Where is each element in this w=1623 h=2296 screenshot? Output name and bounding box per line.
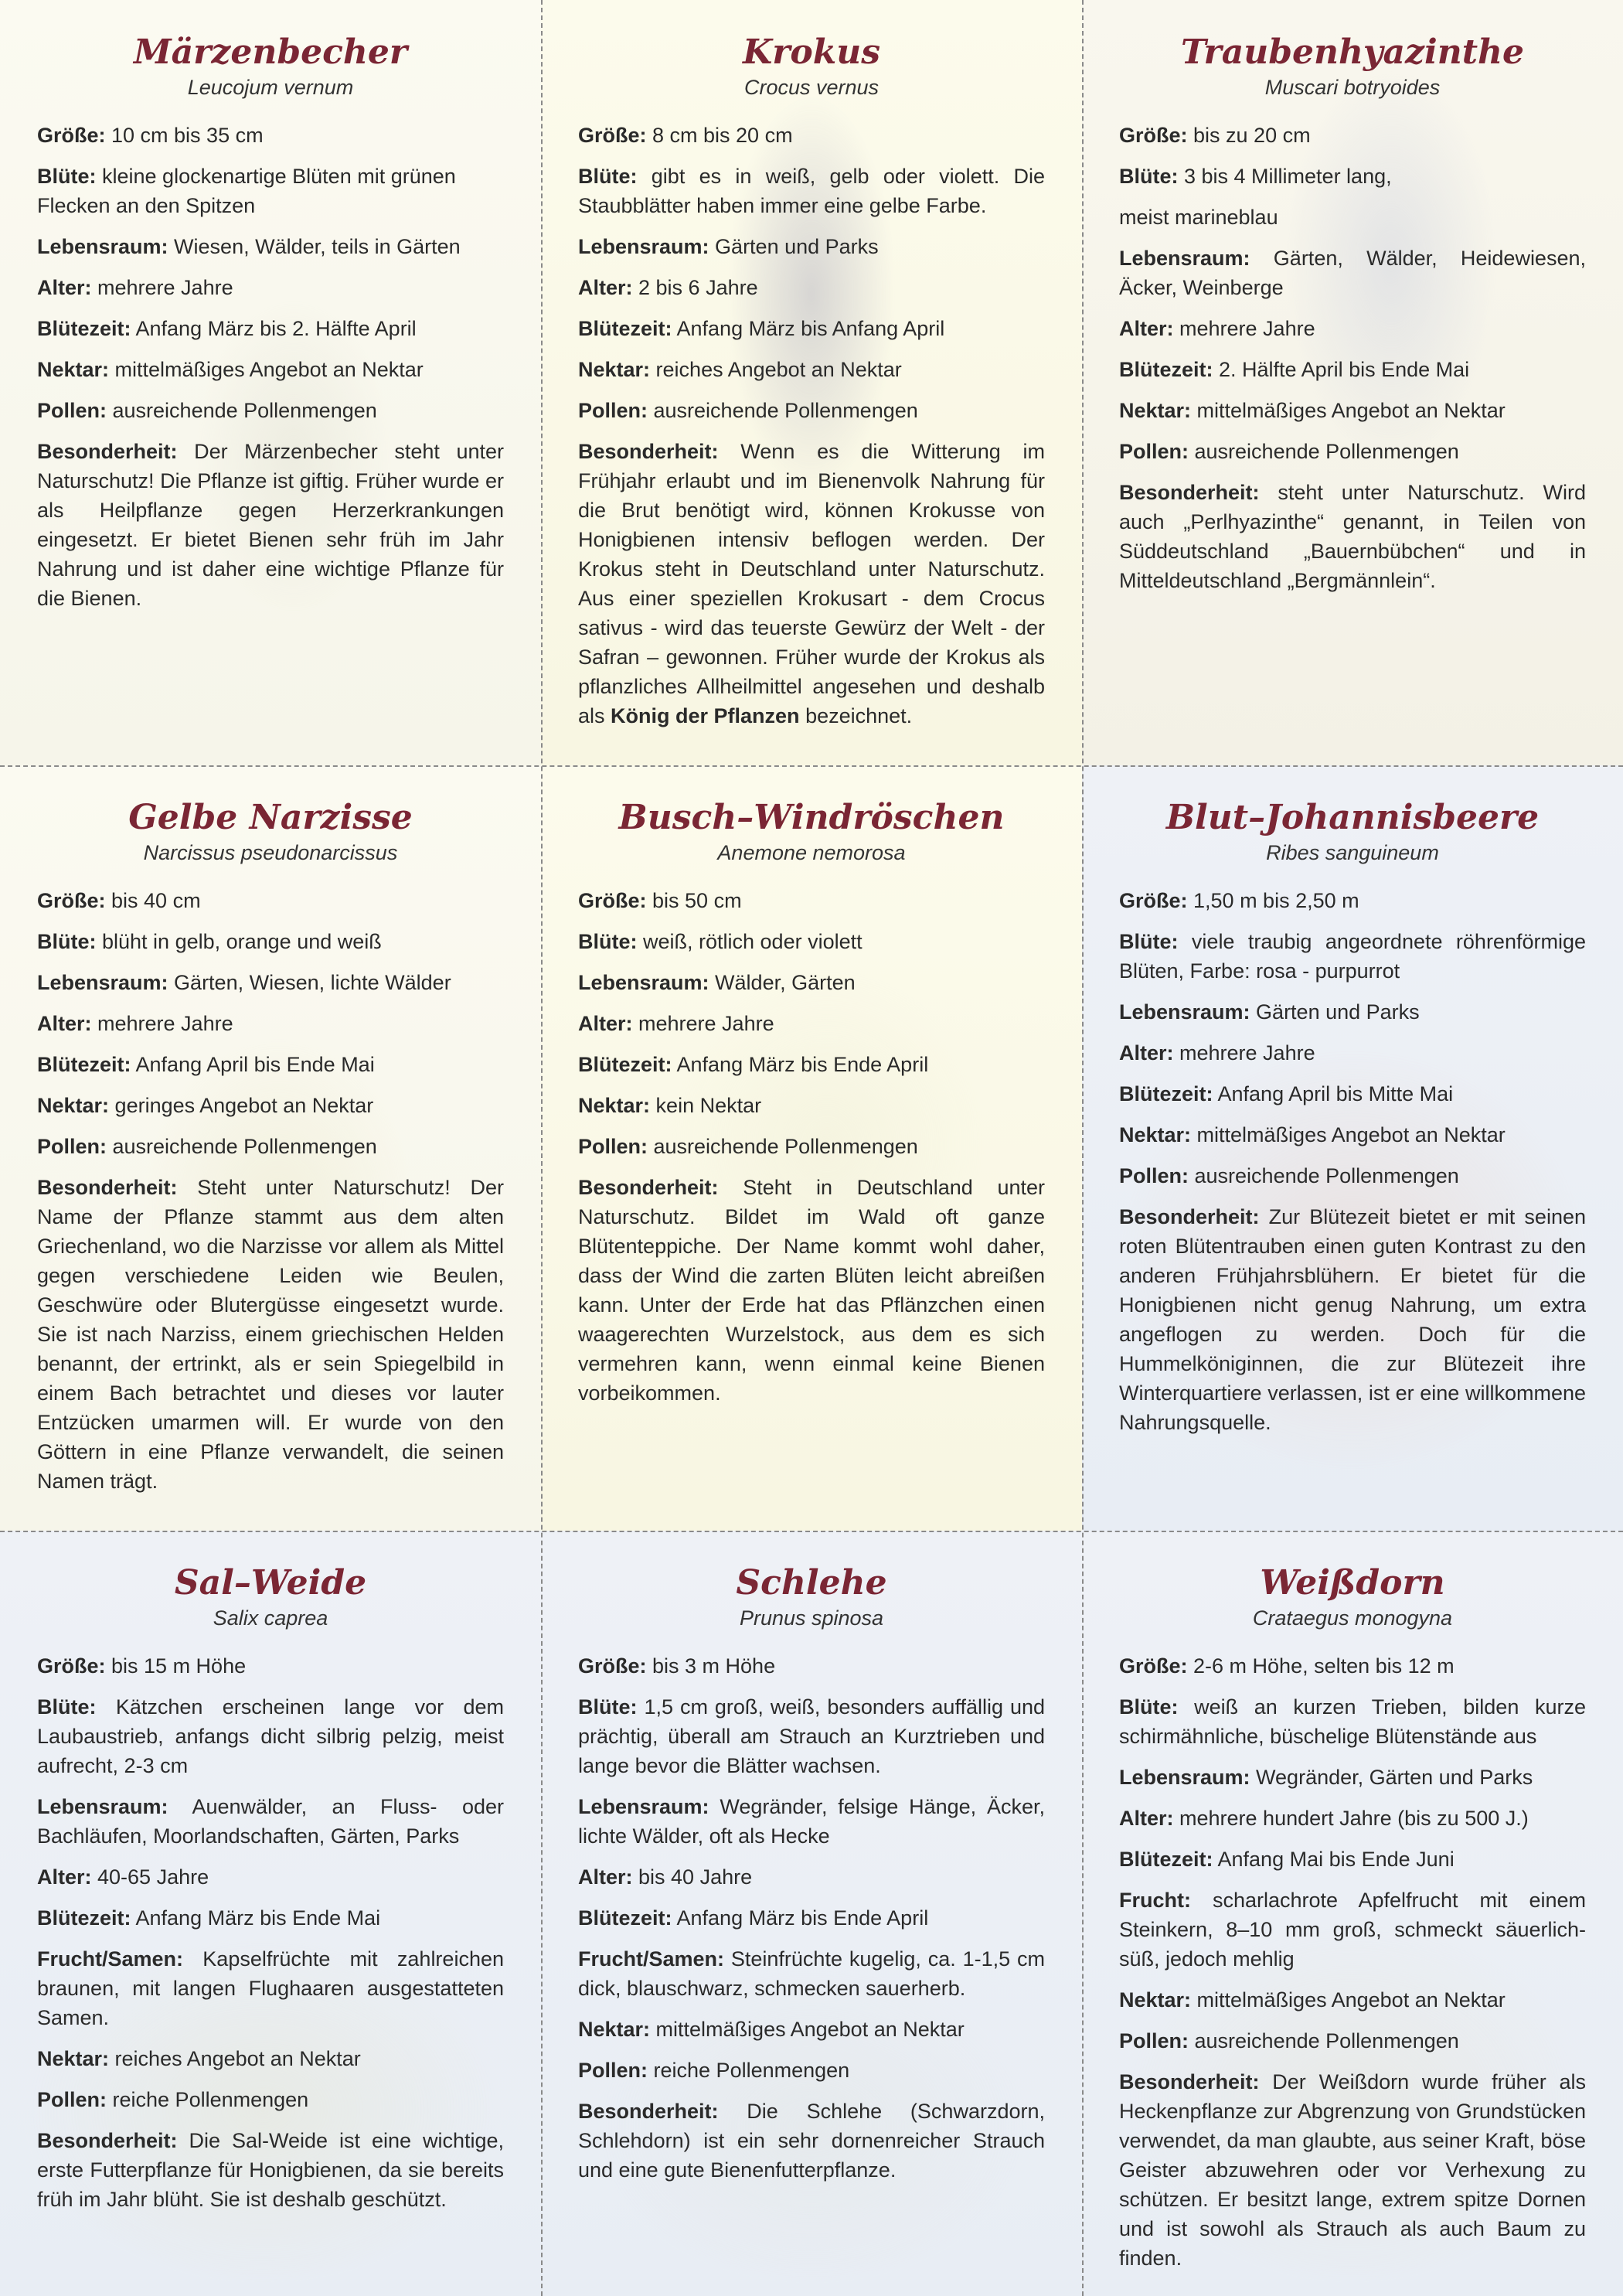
field-lebensraum: Lebensraum: Wälder, Gärten (578, 971, 856, 994)
cut-line-vertical (541, 0, 543, 2296)
field-besonderheit: Besonderheit: Die Schlehe (Schwarzdorn, Schlehdorn) ist ein sehr dornenreicher Strauch und eine gute Bienenfutterpflanze. (578, 2100, 1045, 2182)
card-gelbe-narzisse (0, 765, 541, 1531)
field-groesse: Größe: 2-6 m Höhe, selten bis 12 m (1119, 1654, 1455, 1678)
cut-line-vertical (1082, 0, 1084, 2296)
field-frucht: Frucht: scharlachrote Apfelfrucht mit einem Steinkern, 8–10 mm groß, schmeckt säuerlich-süß, jedoch mehlig (1119, 1889, 1586, 1971)
cut-line-horizontal (0, 1531, 1623, 1532)
plant-latin-name: Crocus vernus (743, 76, 880, 99)
plant-title: Schlehe (736, 1563, 887, 1603)
field-besonderheit: Besonderheit: Wenn es die Witterung im Frühjahr erlaubt und im Bienenvolk Nahrung für die Brut benötigt wird, können Krokusse von Honigbienen intensiv beflogen werden. Der Krokus steht in Deutschland unter Naturschutz. Aus einer speziellen Krokusart - dem Crocus sativus - wird das teuerste Gewürz der Welt - der Safran – gewonnen. Früher wurde der Krokus als pflanzliches Allheilmittel angesehen und deshalb als König der Pflanzen bezeichnet. (578, 440, 1045, 727)
field-pollen: Pollen: ausreichende Pollenmengen (37, 399, 377, 422)
plant-latin-name: Salix caprea (213, 1606, 328, 1630)
field-bluetezeit: Blütezeit: Anfang März bis Ende Mai (37, 1906, 381, 1930)
field-bluetezeit: Blütezeit: Anfang März bis Anfang April (578, 317, 945, 340)
plant-latin-name: Ribes sanguineum (1266, 841, 1439, 864)
field-alter: Alter: 40-65 Jahre (37, 1865, 209, 1889)
field-alter: Alter: mehrere Jahre (1119, 1041, 1315, 1065)
field-bluete: Blüte: Kätzchen erscheinen lange vor dem Laubaustrieb, anfangs dicht silbrig pelzig, meist aufrecht, 2-3 cm (37, 1695, 504, 1777)
card-blut-johannisbeere (1082, 765, 1623, 1531)
card-busch-windroeschen (541, 765, 1082, 1531)
field-bluetezeit: Blütezeit: Anfang April bis Ende Mai (37, 1053, 375, 1076)
field-pollen: Pollen: ausreichende Pollenmengen (37, 1135, 377, 1158)
plant-title: Krokus (742, 32, 881, 72)
plant-latin-name: Anemone nemorosa (717, 841, 906, 864)
plant-latin-name: Crataegus monogyna (1252, 1606, 1453, 1630)
field-bluete: Blüte: weiß, rötlich oder violett (578, 930, 863, 953)
field-bluetezeit: Blütezeit: Anfang März bis 2. Hälfte April (37, 317, 417, 340)
field-bluetezeit: Blütezeit: Anfang März bis Ende April (578, 1906, 929, 1930)
field-lebensraum: Lebensraum: Wiesen, Wälder, teils in Gärten (37, 235, 461, 258)
field-nektar: Nektar: kein Nektar (578, 1094, 762, 1117)
plant-title: Märzenbecher (133, 32, 408, 72)
field-nektar: Nektar: mittelmäßiges Angebot an Nektar (1119, 1988, 1506, 2012)
field-lebensraum: Lebensraum: Gärten, Wiesen, lichte Wälder (37, 971, 451, 994)
field-nektar: Nektar: mittelmäßiges Angebot an Nektar (1119, 399, 1506, 422)
field-bluetezeit: Blütezeit: Anfang Mai bis Ende Juni (1119, 1848, 1455, 1871)
field-groesse: Größe: 8 cm bis 20 cm (578, 124, 793, 147)
field-bluete: Blüte: blüht in gelb, orange und weiß (37, 930, 382, 953)
field-alter: Alter: mehrere Jahre (578, 1012, 774, 1035)
field-bluete: Blüte: 3 bis 4 Millimeter lang, (1119, 165, 1392, 188)
field-groesse: Größe: bis 40 cm (37, 889, 201, 912)
plant-title: Sal–Weide (174, 1563, 367, 1603)
field-frucht-samen: Frucht/Samen: Steinfrüchte kugelig, ca. 1-1,5 cm dick, blauschwarz, schmecken sauerherb. (578, 1947, 1045, 2000)
field-groesse: Größe: bis 50 cm (578, 889, 742, 912)
card-traubenhyazinthe (1082, 0, 1623, 765)
field-pollen: Pollen: reiche Pollenmengen (578, 2059, 850, 2082)
card-schlehe (541, 1531, 1082, 2296)
card-krokus (541, 0, 1082, 765)
plant-latin-name: Narcissus pseudonarcissus (143, 841, 398, 864)
field-alter: Alter: mehrere Jahre (37, 276, 233, 299)
card-maerzenbecher (0, 0, 541, 765)
plant-title: Weißdorn (1260, 1563, 1445, 1603)
field-pollen: Pollen: ausreichende Pollenmengen (578, 1135, 918, 1158)
field-pollen: Pollen: ausreichende Pollenmengen (1119, 2029, 1459, 2052)
field-groesse: Größe: 10 cm bis 35 cm (37, 124, 264, 147)
field-lebensraum: Lebensraum: Gärten und Parks (578, 235, 879, 258)
field-groesse: Größe: bis zu 20 cm (1119, 124, 1311, 147)
field-alter: Alter: bis 40 Jahre (578, 1865, 753, 1889)
field-alter: Alter: mehrere Jahre (37, 1012, 233, 1035)
plant-title: Busch–Windröschen (618, 798, 1005, 837)
field-pollen: Pollen: ausreichende Pollenmengen (1119, 1164, 1459, 1187)
field-alter: Alter: mehrere Jahre (1119, 317, 1315, 340)
field-bluete: Blüte: gibt es in weiß, gelb oder violett. Die Staubblätter haben immer eine gelbe Farbe. (578, 165, 1045, 217)
field-besonderheit: Besonderheit: Die Sal-Weide ist eine wichtige, erste Futterpflanze für Honigbienen, da sie bereits früh im Jahr blüht. Sie ist deshalb geschützt. (37, 2129, 504, 2211)
field-bluetezeit: Blütezeit: Anfang April bis Mitte Mai (1119, 1082, 1454, 1105)
field-bluetezeit: Blütezeit: Anfang März bis Ende April (578, 1053, 929, 1076)
field-nektar: Nektar: mittelmäßiges Angebot an Nektar (1119, 1123, 1506, 1146)
plant-title: Traubenhyazinthe (1180, 32, 1525, 72)
field-nektar: Nektar: mittelmäßiges Angebot an Nektar (37, 358, 424, 381)
field-bluetezeit: Blütezeit: 2. Hälfte April bis Ende Mai (1119, 358, 1470, 381)
field-besonderheit: Besonderheit: Der Märzenbecher steht unter Naturschutz! Die Pflanze ist giftig. Früher wurde er als Heilpflanze gegen Herzerkrankungen eingesetzt. Er bietet Bienen sehr früh im Jahr Nahrung und ist daher eine wichtige Pflanze für die Bienen. (37, 440, 504, 610)
card-sal-weide (0, 1531, 541, 2296)
field-pollen: Pollen: ausreichende Pollenmengen (1119, 440, 1459, 463)
field-lebensraum: Lebensraum: Gärten und Parks (1119, 1000, 1420, 1024)
field-bluete: Blüte: weiß an kurzen Trieben, bilden kurze schirmähnliche, büschelige Blütenstände aus (1119, 1695, 1586, 1748)
field-alter: Alter: mehrere hundert Jahre (bis zu 500 J.) (1119, 1807, 1529, 1830)
field-groesse: Größe: bis 3 m Höhe (578, 1654, 776, 1678)
field-besonderheit: Besonderheit: Steht unter Naturschutz! Der Name der Pflanze stammt aus dem alten Griechenland, wo die Narzisse vor allem als Mittel gegen verschiedene Leiden wie Beulen, Geschwüre oder Blutergüsse eingesetzt wurde. Sie ist nach Narziss, einem griechischen Helden benannt, der ertrinkt, als er sein Spiegelbild in einem Bach betrachtet und dieses vor lauter Entzücken umarmen will. Er wurde von den Göttern in eine Pflanze verwandelt, die seinen Namen trägt. (37, 1176, 504, 1493)
field-besonderheit: Besonderheit: Steht in Deutschland unter Naturschutz. Bildet im Wald oft ganze Blütenteppiche. Der Name kommt wohl daher, dass der Wind die zarten Blüten leicht abreißen kann. Unter der Erde hat das Pflänzchen einen waagerechten Wurzelstock, aus dem es sich vermehren kann, wenn einmal keine Bienen vorbeikommen. (578, 1176, 1045, 1405)
field-bluete: Blüte: kleine glockenartige Blüten mit grünen Flecken an den Spitzen (37, 165, 456, 217)
field-pollen: Pollen: reiche Pollenmengen (37, 2088, 309, 2111)
field-bluete-cont: meist marineblau (1119, 206, 1278, 229)
field-lebensraum: Lebensraum: Auenwälder, an Fluss- oder Bachläufen, Moorlandschaften, Gärten, Parks (37, 1795, 504, 1848)
field-besonderheit: Besonderheit: Der Weißdorn wurde früher als Heckenpflanze zur Abgrenzung von Grundstücken verwendet, da man glaubte, aus seiner Kraft, böse Geister abzuwehren oder vor Verhexung zu schützen. Er besitzt lange, extrem spitze Dornen und ist sowohl als Strauch als auch Baum zu finden. (1119, 2070, 1586, 2270)
field-besonderheit: Besonderheit: Zur Blütezeit bietet er mit seinen roten Blütentrauben einen guten Kontrast zu den anderen Frühjahrsblühern. Er bietet für die Honigbienen nicht genug Nahrung, um extra angeflogen zu werden. Doch für die Hummelköniginnen, die zur Blütezeit ihre Winterquartiere verlassen, ist er eine willkommene Nahrungsquelle. (1119, 1205, 1586, 1434)
field-alter: Alter: 2 bis 6 Jahre (578, 276, 758, 299)
field-lebensraum: Lebensraum: Wegränder, felsige Hänge, Äcker, lichte Wälder, oft als Hecke (578, 1795, 1045, 1848)
field-pollen: Pollen: ausreichende Pollenmengen (578, 399, 918, 422)
plant-latin-name: Prunus spinosa (739, 1606, 884, 1630)
field-besonderheit: Besonderheit: steht unter Naturschutz. Wird auch „Perlhyazinthe“ genannt, in Teilen von Süddeutschland „Bauernbübchen“ und in Mitteldeutschland „Bergmännlein“. (1119, 481, 1586, 592)
cut-line-horizontal (0, 765, 1623, 767)
plant-title: Blut–Johannisbeere (1165, 798, 1540, 837)
field-lebensraum: Lebensraum: Gärten, Wälder, Heidewiesen, Äcker, Weinberge (1119, 247, 1586, 299)
field-bluete: Blüte: 1,5 cm groß, weiß, besonders auffällig und prächtig, überall am Strauch an Kurztrieben und lange bevor die Blätter wachsen. (578, 1695, 1045, 1777)
field-bluete: Blüte: viele traubig angeordnete röhrenförmige Blüten, Farbe: rosa - purpurrot (1119, 930, 1586, 983)
field-groesse: Größe: bis 15 m Höhe (37, 1654, 247, 1678)
card-weissdorn (1082, 1531, 1623, 2296)
field-frucht-samen: Frucht/Samen: Kapselfrüchte mit zahlreichen braunen, mit langen Flughaaren ausgestatteten Samen. (37, 1947, 504, 2029)
plant-title: Gelbe Narzisse (128, 798, 413, 837)
plant-latin-name: Leucojum vernum (187, 76, 354, 99)
field-lebensraum: Lebensraum: Wegränder, Gärten und Parks (1119, 1766, 1533, 1789)
plant-latin-name: Muscari botryoides (1264, 76, 1441, 99)
field-nektar: Nektar: mittelmäßiges Angebot an Nektar (578, 2018, 965, 2041)
field-nektar: Nektar: reiches Angebot an Nektar (37, 2047, 361, 2070)
field-nektar: Nektar: reiches Angebot an Nektar (578, 358, 902, 381)
field-nektar: Nektar: geringes Angebot an Nektar (37, 1094, 374, 1117)
field-groesse: Größe: 1,50 m bis 2,50 m (1119, 889, 1359, 912)
